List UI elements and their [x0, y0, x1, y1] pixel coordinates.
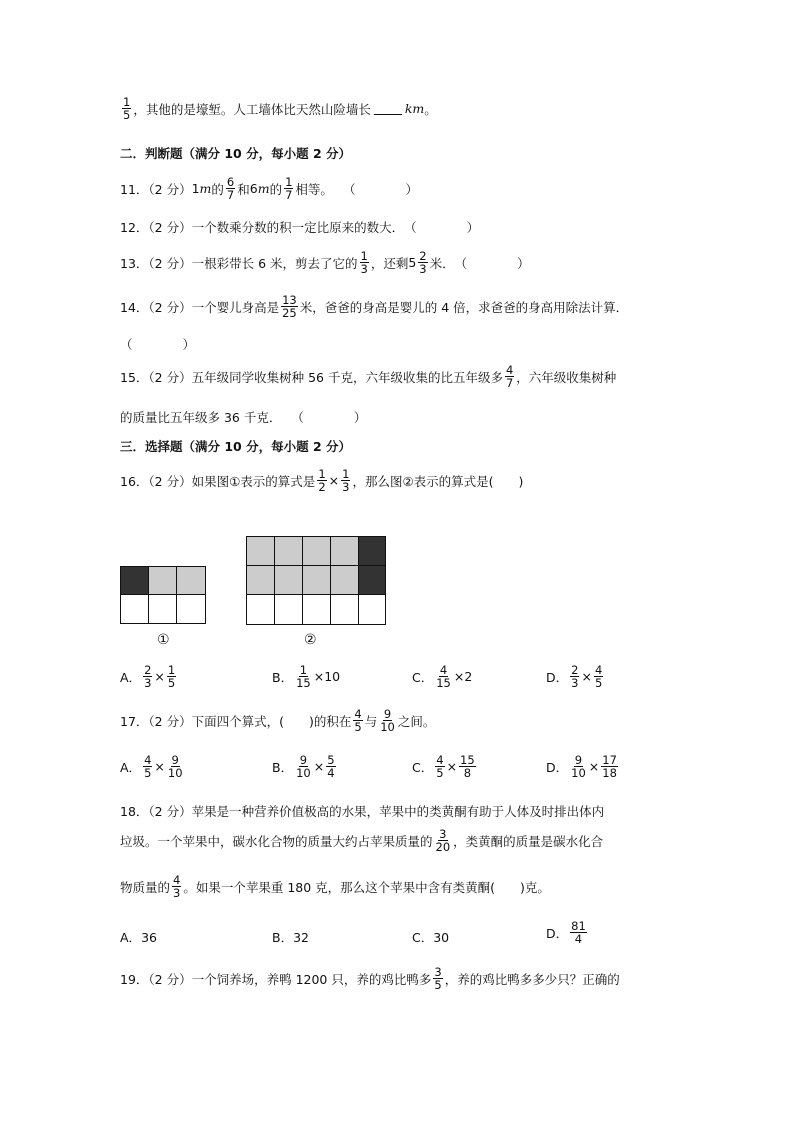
- option-d[interactable]: D． $\frac{81}{4}$: [546, 919, 586, 947]
- grid-cell-light: [148, 566, 178, 596]
- answer-blank[interactable]: [374, 102, 402, 115]
- option-d[interactable]: D． $\frac{9}{10}$ × $\frac{17}{18}$: [546, 753, 617, 781]
- question-14: 14．（2 分） 一个婴儿身高是 $\frac{13}{25}$ 米，爸爸的身高是婴儿的 4 倍，求爸爸的身高用除法计算．: [120, 293, 629, 321]
- grid-cell: [176, 594, 206, 624]
- question-18: 18．（2 分） 苹果是一种营养价值极高的水果，苹果中的类黄酮有助于人体及时排出体内: [120, 804, 605, 819]
- grid-cell-light: [274, 536, 304, 567]
- grid-cell-dark: [120, 566, 150, 596]
- question-19: 19．（2 分） 一个饲养场，养鸭 1200 只，养的鸡比鸭多 $\frac{3}{5}$ ，养的鸡比鸭多多少只？正确的: [120, 965, 620, 993]
- prev-question-tail: $\frac{1}{5}$ ，其他的是壕堑。人工墙体比天然山险墙长 km 。: [123, 95, 437, 123]
- question-12: 12．（2 分） 一个数乘分数的积一定比原来的数大． （ ）: [120, 220, 480, 235]
- grid-cell: [246, 594, 276, 625]
- grid-cell-light: [176, 566, 206, 596]
- grid-cell: [302, 594, 332, 625]
- answer-paren[interactable]: （ ）: [342, 181, 418, 197]
- question-11: 11．（2 分） 1 m 的 $\frac{6}{7}$ 和 6 m 的 $\frac{1}{7}$ 相等。 （ ）: [120, 175, 418, 203]
- option-a[interactable]: A． $\frac{2}{3}$ × $\frac{1}{5}$: [120, 663, 176, 691]
- option-a[interactable]: A． 36: [120, 929, 157, 945]
- grid-cell: [120, 594, 150, 624]
- grid-cell: [358, 594, 386, 625]
- section-title-judgement: 二．判断题（满分 10 分，每小题 2 分）: [120, 146, 352, 161]
- grid-cell-light: [274, 565, 304, 596]
- question-15: 15．（2 分） 五年级同学收集树种 56 千克，六年级收集的比五年级多 $\frac{4}{7}$ ，六年级收集树种: [120, 363, 617, 391]
- answer-paren[interactable]: （ ）: [454, 255, 530, 271]
- question-15-line2: 的质量比五年级多 36 千克． （ ）: [120, 410, 367, 425]
- question-17: 17．（2 分） 下面四个算式，( )的积在 $\frac{4}{5}$ 与 $\frac{9}{10}$ 之间。: [120, 707, 436, 735]
- option-a[interactable]: A． $\frac{4}{5}$ × $\frac{9}{10}$: [120, 753, 183, 781]
- question-18-line2: 垃圾。一个苹果中，碳水化合物的质量大约占苹果质量的 $\frac{3}{20}$ ，类黄酮的质量是碳水化合: [120, 827, 604, 855]
- figure-2-label: ②: [304, 632, 317, 648]
- grid-cell-light: [302, 536, 332, 567]
- grid-cell: [148, 594, 178, 624]
- question-18-line3: 物质量的 $\frac{4}{3}$ 。如果一个苹果重 180 克，那么这个苹果中含有类黄酮( )克。: [120, 873, 550, 901]
- question-16: 16．（2 分） 如果图①表示的算式是 $\frac{1}{2}$ × $\frac{1}{3}$ ，那么图②表示的算式是( ): [120, 467, 524, 495]
- grid-cell-dark: [358, 536, 386, 567]
- option-c[interactable]: C． $\frac{4}{5}$ × $\frac{15}{8}$: [412, 753, 475, 781]
- section-title-choice: 三．选择题（满分 10 分，每小题 2 分）: [120, 439, 352, 454]
- grid-cell-light: [330, 536, 360, 567]
- answer-paren[interactable]: （ ）: [404, 220, 480, 235]
- grid-cell-light: [302, 565, 332, 596]
- answer-paren[interactable]: （ ）: [120, 337, 196, 352]
- option-b[interactable]: B． $\frac{9}{10}$ × $\frac{5}{4}$: [272, 753, 335, 781]
- option-c[interactable]: C． $\frac{4}{15}$ ×2: [412, 663, 473, 691]
- question-13: 13．（2 分） 一根彩带长 6 米，剪去了它的 $\frac{1}{3}$ ，还剩 5 $\frac{2}{3}$ 米． （ ）: [120, 249, 530, 277]
- grid-cell: [274, 594, 304, 625]
- option-b[interactable]: B． $\frac{1}{15}$ ×10: [272, 663, 341, 691]
- option-c[interactable]: C． 30: [412, 929, 450, 945]
- answer-paren[interactable]: （ ）: [291, 410, 367, 425]
- grid-cell-dark: [358, 565, 386, 596]
- option-b[interactable]: B． 32: [272, 929, 309, 945]
- grid-cell: [330, 594, 360, 625]
- option-d[interactable]: D． $\frac{2}{3}$ × $\frac{4}{5}$: [546, 663, 603, 691]
- figure-1-label: ①: [157, 632, 170, 648]
- grid-cell-light: [246, 536, 276, 567]
- grid-cell-light: [330, 565, 360, 596]
- grid-cell-light: [246, 565, 276, 596]
- fraction: $\frac{1}{5}$: [123, 95, 131, 123]
